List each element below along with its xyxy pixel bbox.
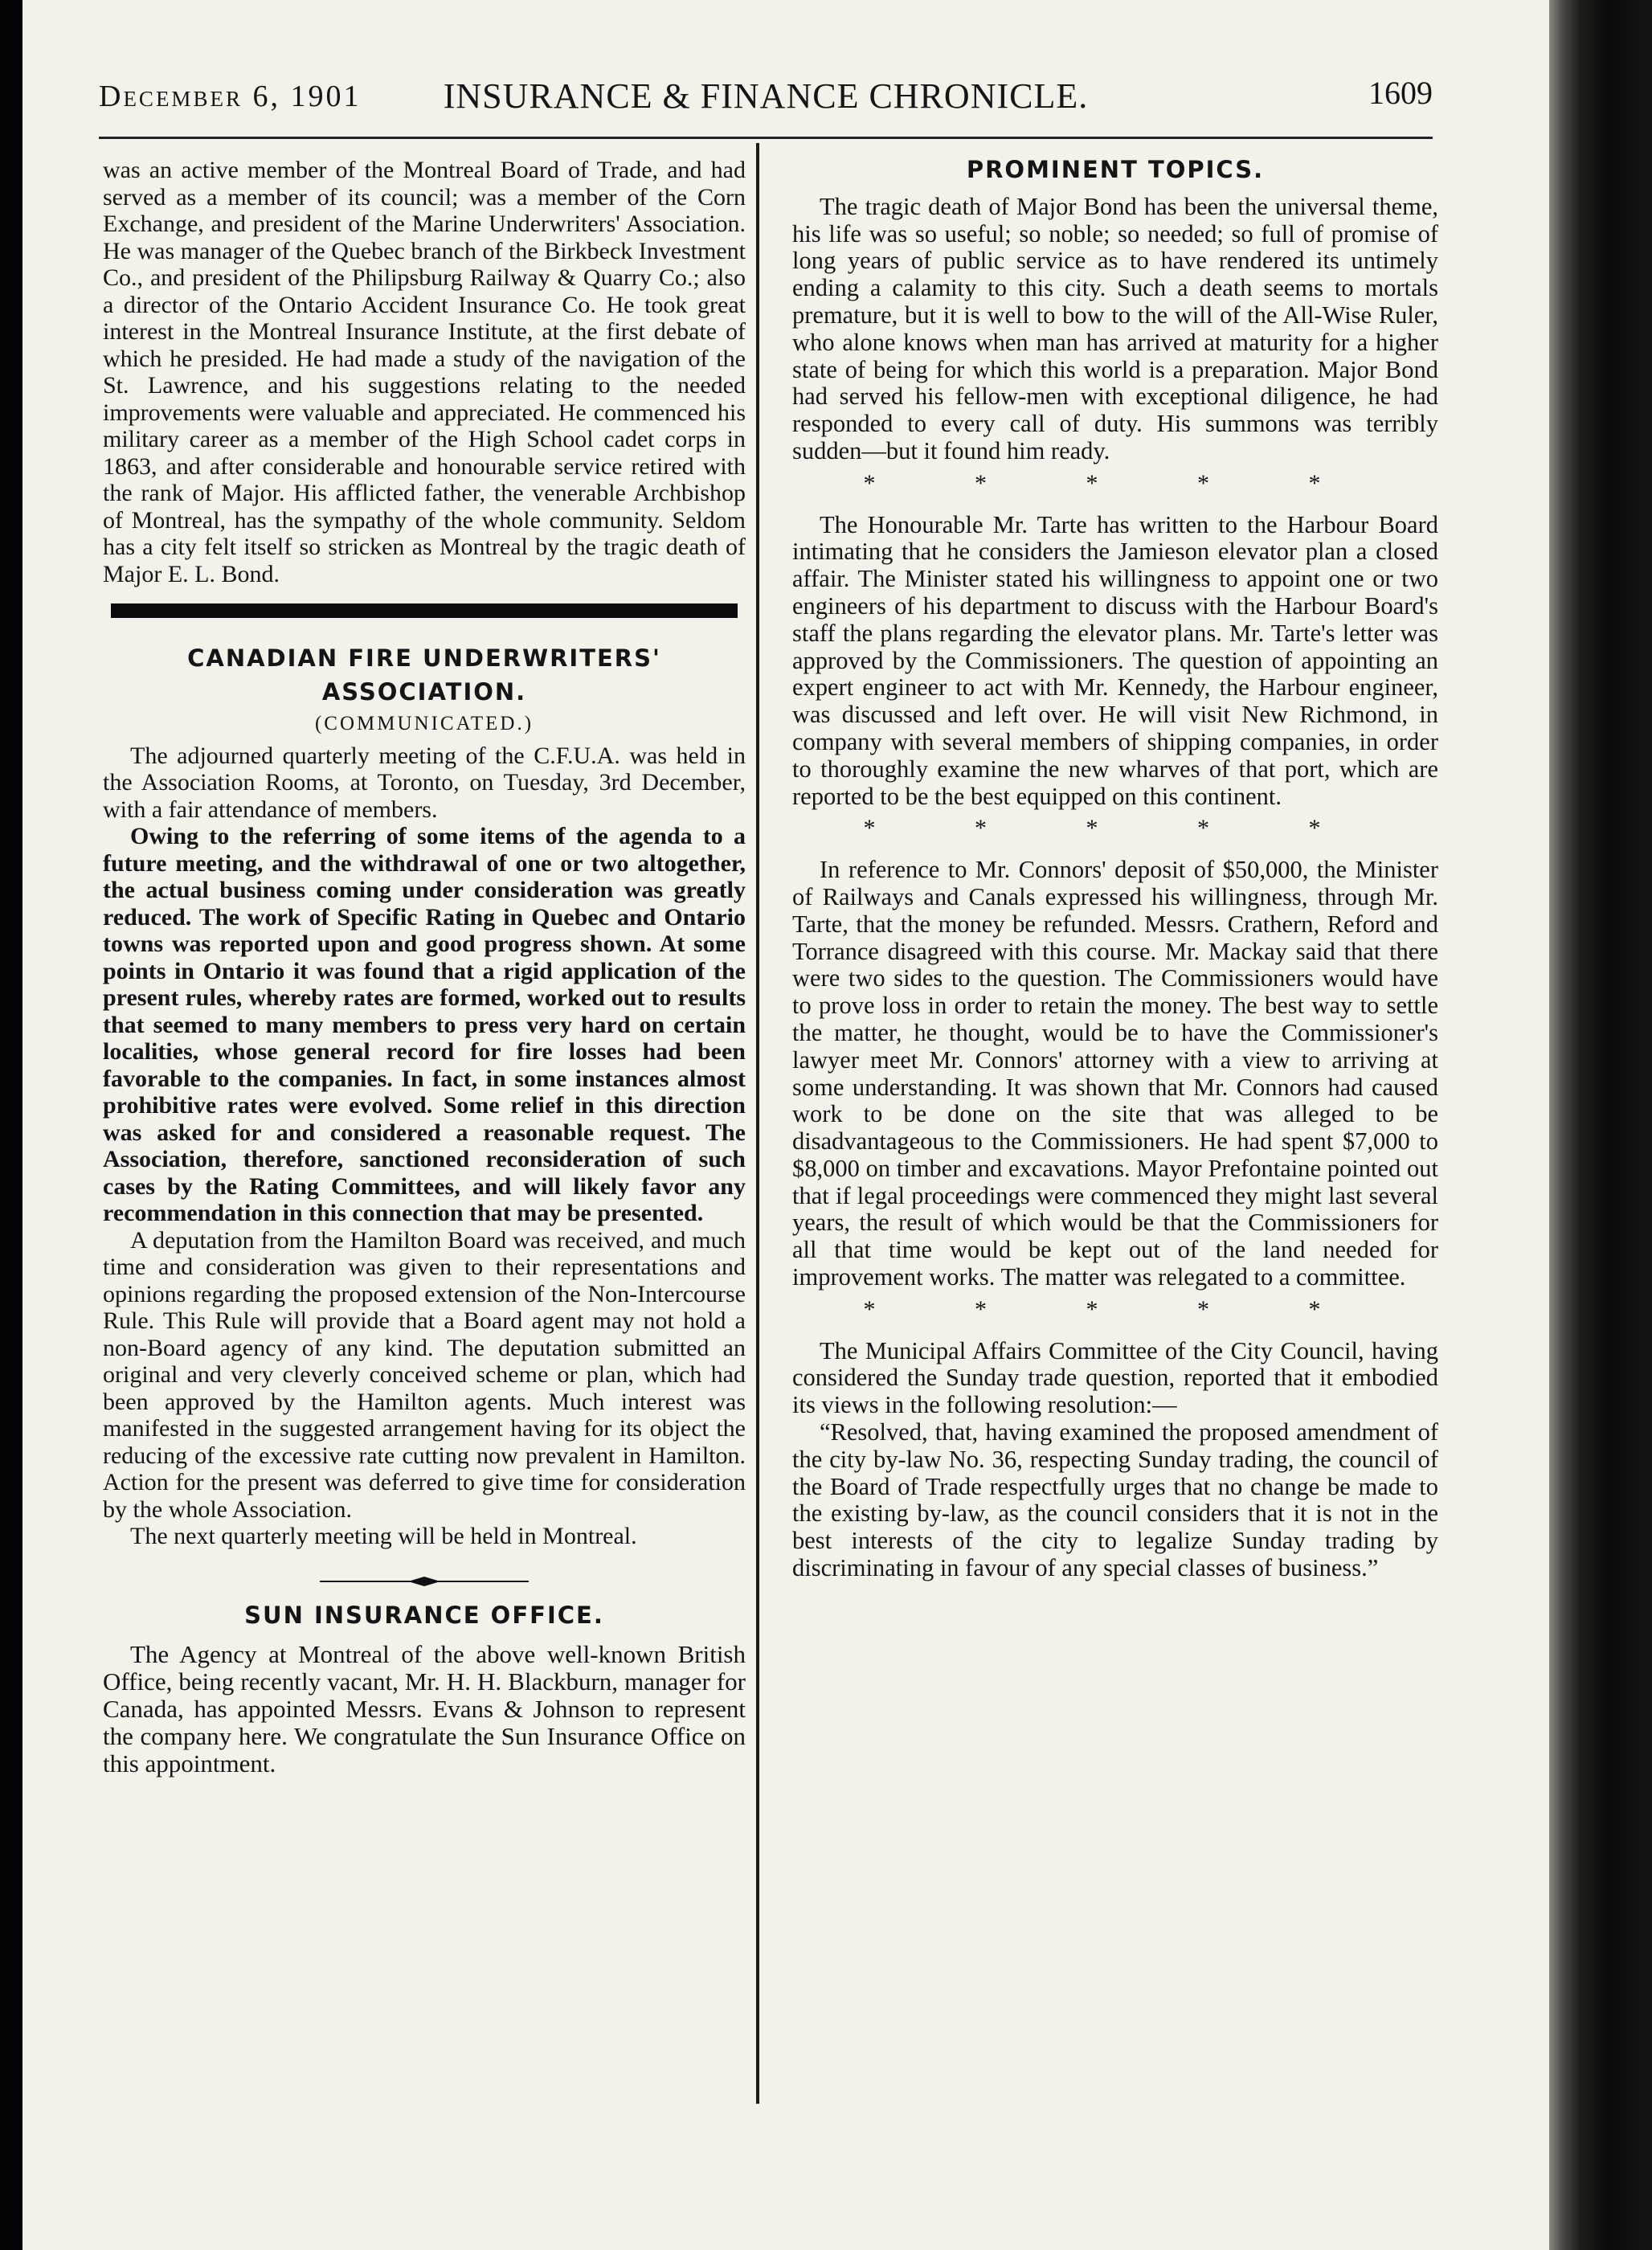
asterism-separator: * * * * * [863,815,1368,842]
left-column [103,157,746,1778]
cfua-heading-line1: CANADIAN FIRE UNDERWRITERS' [187,644,661,672]
asterism-separator: * * * * * [863,469,1368,497]
bond-obituary-continuation: was an active member of the Montreal Board of Trade, and had served as a member of its council; was a member of the Corn Exchange, and president of the Marine Underwriters' Association. He was manager of the Quebec branch of the Birkbeck Investment Co., and president of the Philipsburg Railway & Quarry Co.; also a director of the Ontario Accident Insurance Co. He took great interest in the Montreal Insurance Institute, at the first debate of which he presided. He had made a study of the navigation of the St. Lawrence, and his suggestions relating to the needed improvements were valuable and appreciated. He commenced his military career as a member of the High School cadet corps in 1863, and after considerable and honourable service retired with the rank of Major. His afflicted father, the venerable Archbishop of Montreal, has the sympathy of the whole community. Seldom has a city felt itself so stricken as Montreal by the tragic death of Major E. L. Bond. [103,157,746,587]
ornamental-rule [103,1566,746,1593]
topic-paragraph: In reference to Mr. Connors' deposit of $50,000, the Minister of Railways and Canals expressed his willingness, through Mr. Tarte, that the money be refunded. Messrs. Crathern, Reford and Torrance disagreed with this course. Mr. Mackay said that there were two sides to the question. The Commissioners would have to prove loss in order to retain the money. The best way to settle the matter, he thought, would be to have the Commissioner's lawyer meet Mr. Connors' attorney with a view to arriving at some understanding. It was shown that Mr. Connors had caused work to be done on the site that was alleged to be disadvantageous to the Commissioners. He had spent $7,000 to $8,000 on timber and excavations. Mayor Prefontaine pointed out that if legal proceedings were commenced they might last several years, the result of which would be that the Commissioners for all that time would be kept out of the land needed for improvement works. The matter was relegated to a committee. [792,856,1438,1291]
column-divider [756,143,759,2104]
topic-paragraph: The Municipal Affairs Committee of the City Council, having considered the Sunday trade question, reported that it embodied its views in the following resolution:— [792,1336,1438,1419]
prominent-topics-heading: PROMINENT TOPICS. [966,156,1265,183]
right-column [792,157,1438,1582]
resolution-quote: “Resolved, that, having examined the proposed amendment of the city by-law No. 36, respecting Sunday trading, the council of the Board of Trade respectfully urges that no change be made to the existing by-law, as the council considers that it is not in the best interests of the city to legalize Sunday trading by discriminating in favour of any special classes of business.” [792,1418,1438,1582]
sun-insurance-paragraph: The Agency at Montreal of the above well-known British Office, being recently vacant, Mr. H. H. Blackburn, manager for Canada, has appointed Messrs. Evans & Johnson to represent the company here. We congratulate the Sun Insurance Office on this appointment. [103,1639,746,1778]
topic-paragraph: The Honourable Mr. Tarte has written to the Harbour Board intimating that he considers the Jamieson elevator plan a closed affair. The Minister stated his willingness to appoint one or two engineers of his department to discuss with the Harbour Board's staff the plans regarding the elevator plans. Mr. Tarte's letter was approved by the Commissioners. The question of appointing an expert engineer to act with Mr. Kennedy, the Harbour engineer, was discussed and left over. He will visit New Richmond, in company with several members of shipping companies, in order to thoroughly examine the new wharves of that port, which are reported to be the best equipped on this continent. [792,510,1438,810]
newspaper-page [22,0,1549,2250]
topic-paragraph: The tragic death of Major Bond has been the universal theme, his life was so useful; so noble; so needed; so full of promise of long years of public service as to have rendered its untimely ending a calamity to this city. Such a death seems to mortals premature, but it is well to bow to the will of the All-Wise Ruler, who alone knows when man has arrived at maturity for a higher state of being for which this world is a preparation. Major Bond had served his fellow-men with exceptional diligence, he had responded to every call of duty. His summons was terribly sudden—but it found him ready. [792,192,1438,464]
header-rule [99,137,1433,139]
publication-title: INSURANCE & FINANCE CHRONICLE. [443,76,1089,116]
asterism-separator: * * * * * [863,1295,1368,1323]
issue-date: December 6, 1901 [99,80,362,113]
section-divider-bar [111,603,738,618]
cfua-heading-line2: ASSOCIATION. [321,677,527,706]
page-header [99,71,1433,127]
page-number: 1609 [1368,75,1433,111]
book-binding-edge [1549,0,1652,2250]
cfua-subheading: (COMMUNICATED.) [314,713,534,734]
sun-insurance-heading: SUN INSURANCE OFFICE. [244,1602,604,1629]
cfua-paragraph: The adjourned quarterly meeting of the C.F.U.A. was held in the Association Rooms, at Toronto, on Tuesday, 3rd December, with a fair attendance of members. [103,742,746,823]
cfua-paragraph: Owing to the referring of some items of the agenda to a future meeting, and the withdrawal of one or two altogether, the actual business coming under consideration was greatly reduced. The work of Specific Rating in Quebec and Ontario towns was reported upon and good progress shown. At some points in Ontario it was found that a rigid application of the present rules, whereby rates are formed, worked out to results that seemed to many members to press very hard on certain localities, whose general record for fire losses had been favorable to the companies. In fact, in some instances almost prohibitive rates were evolved. Some relief in this direction was asked for and considered a reasonable request. The Association, therefore, sanctioned reconsideration of such cases by the Rating Committees, and will likely favor any recommendation in this connection that may be presented. [103,823,746,1226]
cfua-paragraph: A deputation from the Hamilton Board was received, and much time and consideration was given to their representations and opinions regarding the proposed extension of the Non-Intercourse Rule. This Rule will provide that a Board agent may not hold a non-Board agency of any kind. The deputation submitted an original and very cleverly conceived scheme or plan, which had been approved by the Hamilton agents. Much interest was manifested in the suggested arrangement having for its object the reducing of the excessive rate cutting now prevalent in Hamilton. Action for the present was deferred to give time for consideration by the whole Association. [103,1226,746,1523]
ornament-diamond-icon [320,1576,529,1587]
cfua-paragraph: The next quarterly meeting will be held in Montreal. [130,1523,637,1549]
